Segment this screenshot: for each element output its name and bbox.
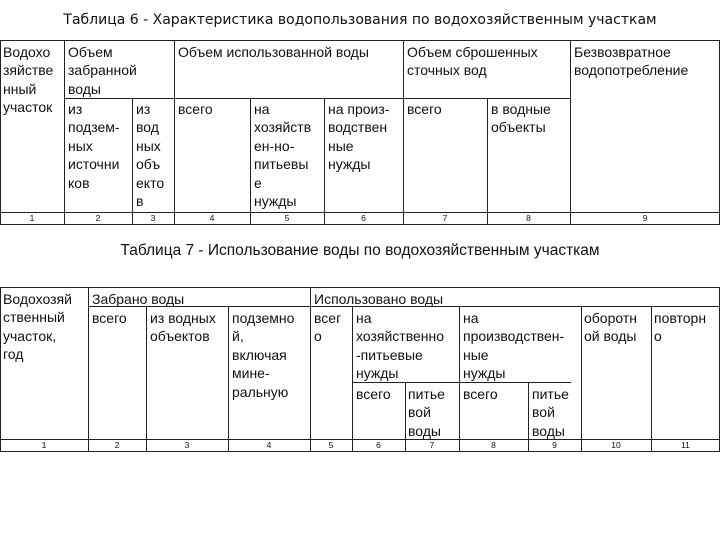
t7-column-number: 9 — [552, 440, 557, 450]
t7-header-used: Использовано воды — [314, 291, 444, 307]
t7-column-number: 3 — [184, 440, 190, 450]
t6-header-discharged-total: всего — [407, 101, 442, 117]
t6-header-production: на произ- водствен ные нужды — [328, 101, 390, 173]
t7-header-used-total: всег о — [314, 310, 342, 345]
t6-column-number: 7 — [442, 213, 448, 223]
t6-column-number: 3 — [150, 213, 156, 223]
t6-header-discharged: Объем сброшенных сточных вод — [407, 44, 538, 79]
table-7-title: Таблица 7 - Использование воды по водохозяйственным участкам — [120, 242, 600, 259]
t7-header-withdrawn: Забрано воды — [92, 291, 185, 307]
t7-column-number: 6 — [376, 440, 381, 450]
t7-column-number: 2 — [114, 440, 120, 450]
t6-header-used: Объем использованной воды — [178, 44, 369, 60]
t7-header-recycled: оборотн ой воды — [584, 310, 637, 345]
t6-column-number: 8 — [526, 213, 531, 223]
t6-header-irrevocable: Безвозвратное водопотребление — [574, 44, 689, 79]
t7-header-from-water: из водных объектов — [150, 310, 216, 345]
t7-column-number: 4 — [266, 440, 272, 450]
t7-column-number: 10 — [611, 440, 621, 450]
t7-header-household-total: всего — [356, 386, 391, 402]
t6-header-used-total: всего — [178, 101, 213, 117]
t6-header-withdrawn: Объем забранной воды — [68, 44, 137, 97]
t7-column-number: 5 — [328, 440, 334, 450]
t7-header-production: на производствен- ные нужды — [463, 310, 565, 382]
t6-header-from-underground: из подзем- ных источни ков — [68, 101, 120, 191]
t6-column-number: 6 — [361, 213, 366, 223]
t6-header-from-surface: из вод ных объ екто в — [136, 101, 165, 210]
t6-column-number: 9 — [642, 213, 648, 223]
t6-column-number: 1 — [29, 213, 35, 223]
t7-column-number: 1 — [41, 440, 47, 450]
t7-header-area: Водохозяй ственный участок, год — [3, 291, 72, 363]
t6-header-to-water: в водные объекты — [491, 101, 551, 136]
t6-header-area: Водохо зяйстве нный участок — [3, 44, 54, 116]
t6-column-number: 2 — [95, 213, 101, 223]
t7-header-underground: подземно й, включая мине- ральную — [232, 310, 295, 400]
t7-column-number: 11 — [681, 440, 690, 450]
t7-header-household: на хозяйственно -питьевые нужды — [356, 310, 445, 382]
t7-header-household-drinking: питье вой воды — [408, 386, 445, 439]
t6-column-number: 4 — [209, 213, 215, 223]
t7-header-production-total: всего — [463, 386, 498, 402]
t7-header-reused: повторн о — [654, 310, 707, 345]
t7-header-production-drinking: питье вой воды — [532, 386, 569, 439]
t7-header-withdrawn-total: всего — [92, 310, 127, 326]
t6-header-household: на хозяйств ен-но- питьевы е нужды — [254, 101, 312, 210]
t7-column-number: 8 — [491, 440, 496, 450]
t7-column-number: 7 — [429, 440, 435, 450]
table-6-title: Таблица 6 - Характеристика водопользования по водохозяйственным участкам — [63, 12, 657, 28]
t6-column-number: 5 — [284, 213, 290, 223]
